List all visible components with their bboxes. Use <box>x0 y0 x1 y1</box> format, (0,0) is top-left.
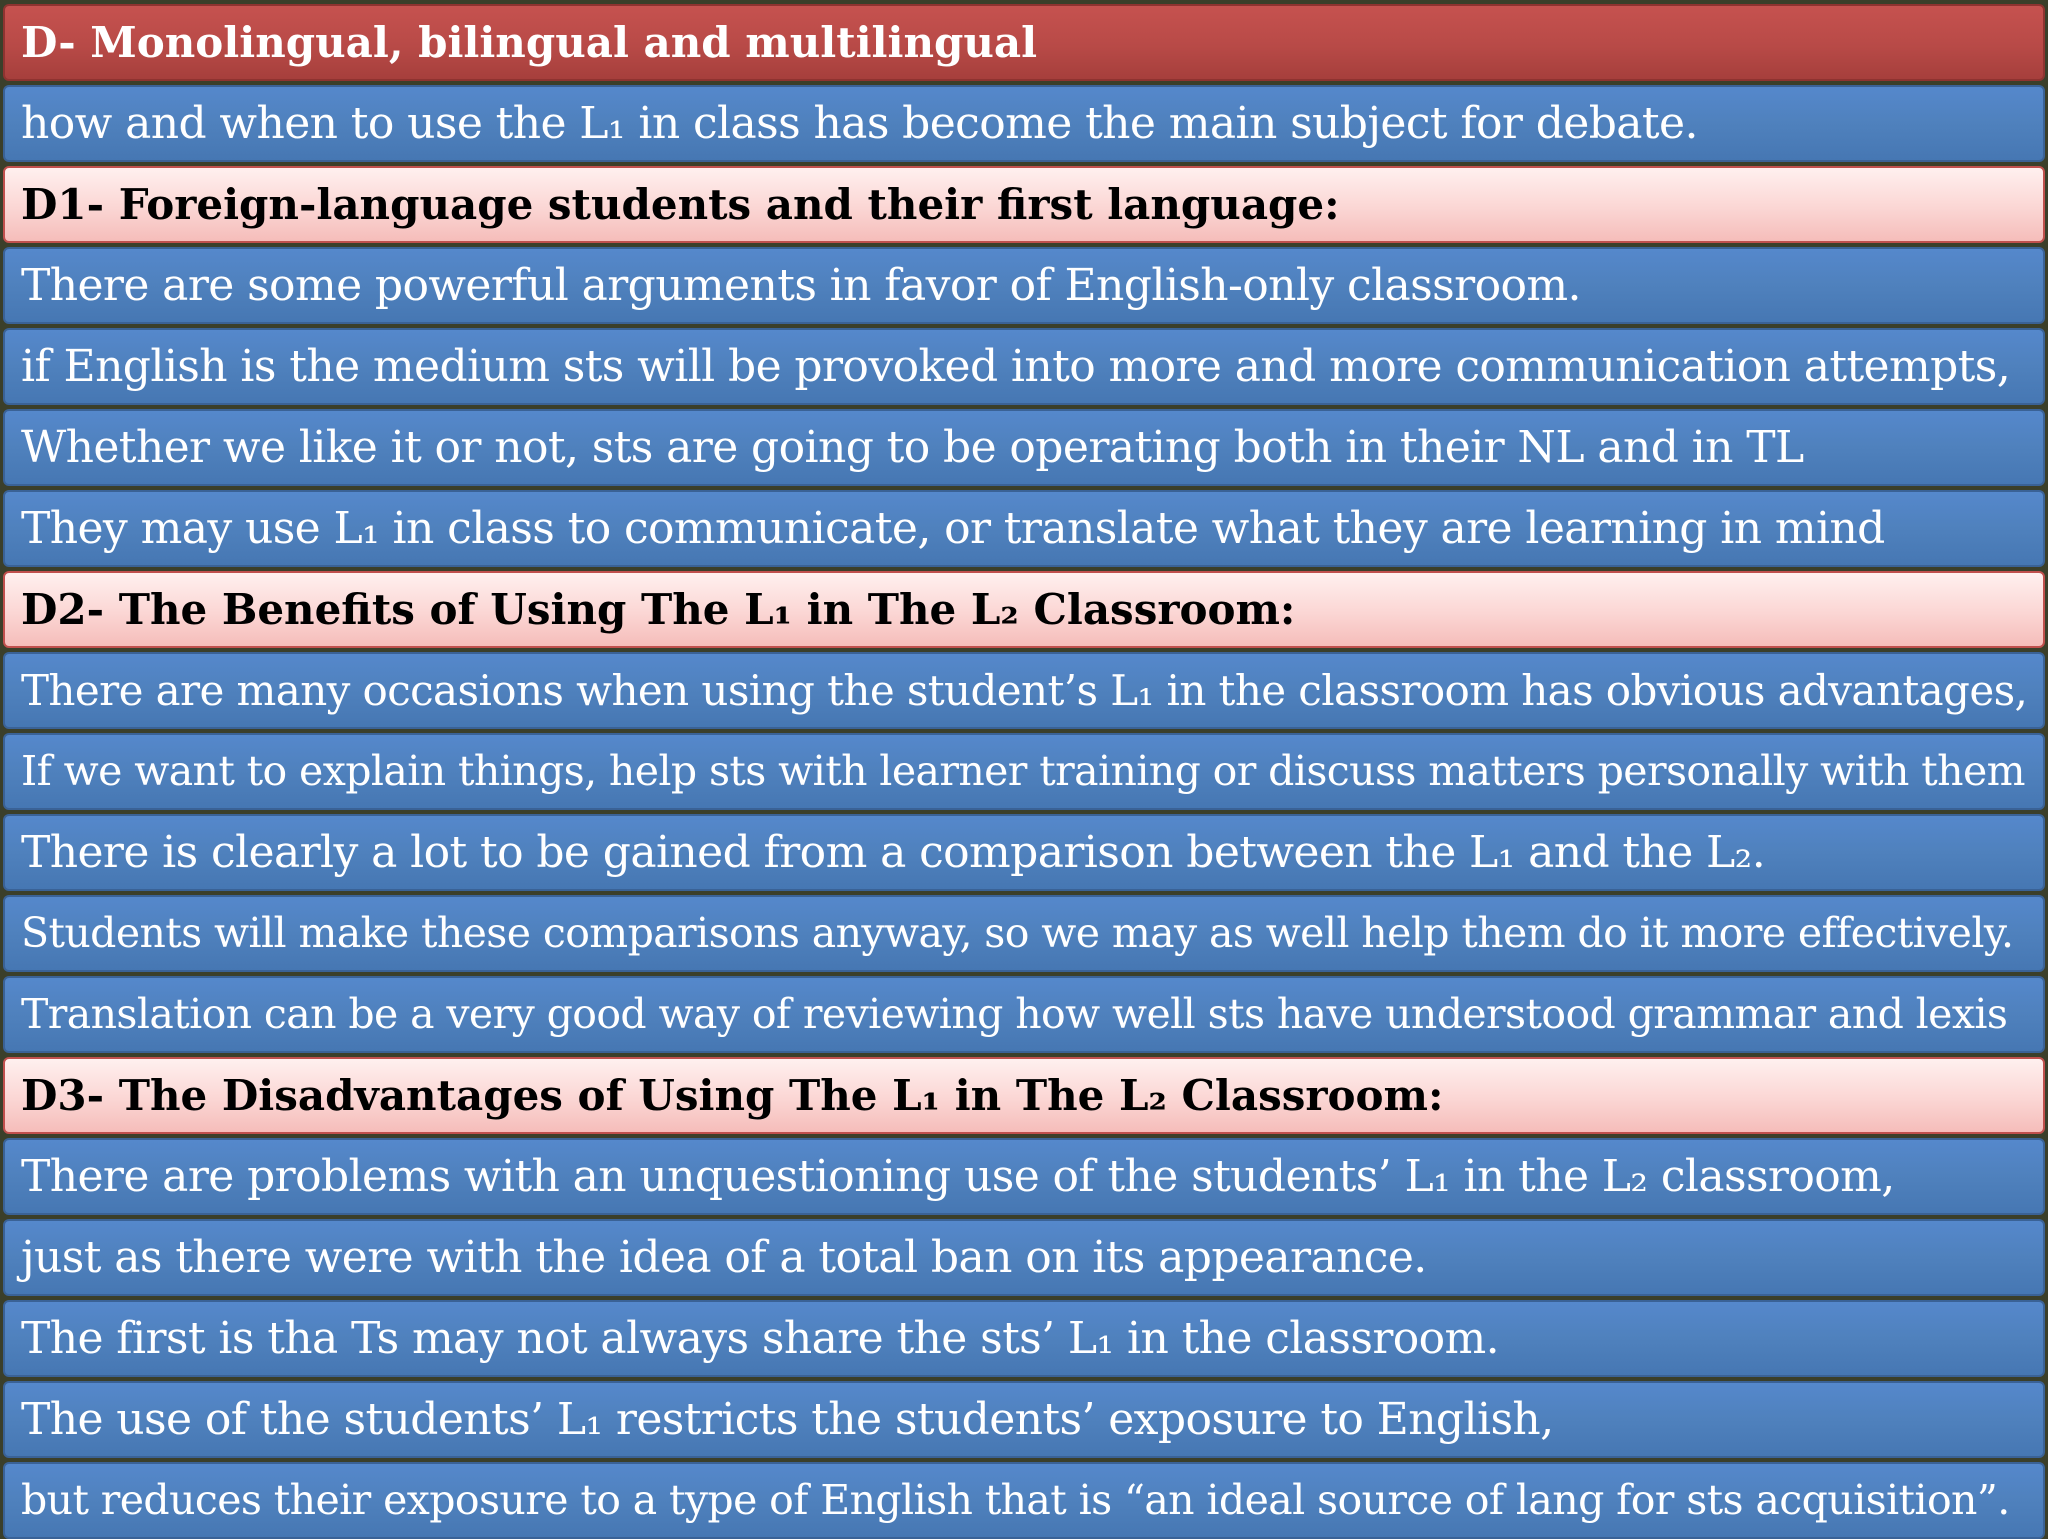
row-text: D- Monolingual, bilingual and multilingual <box>21 17 1038 67</box>
row-text: Students will make these comparisons anyway, so we may as well help them do it more effectively. <box>21 909 2014 957</box>
row-text: There is clearly a lot to be gained from a comparison between the L₁ and the L₂. <box>21 826 1766 878</box>
row-text: how and when to use the L₁ in class has become the main subject for debate. <box>21 97 1698 149</box>
bullet-line <box>3 490 2045 567</box>
row-text: There are problems with an unquestioning use of the students’ L₁ in the L₂ classroom, <box>21 1150 1895 1202</box>
row-text: There are some powerful arguments in favor of English-only classroom. <box>21 259 1581 311</box>
section-title-d <box>3 4 2045 81</box>
bullet-line <box>3 976 2045 1053</box>
row-text: There are many occasions when using the student’s L₁ in the classroom has obvious advantages, <box>21 665 2028 715</box>
bullet-line <box>3 328 2045 405</box>
row-text: just as there were with the idea of a total ban on its appearance. <box>21 1231 1427 1283</box>
bullet-line <box>3 409 2045 486</box>
row-text: Translation can be a very good way of reviewing how well sts have understood grammar and lexis <box>21 990 2008 1038</box>
bullet-line <box>3 1219 2045 1296</box>
row-text: They may use L₁ in class to communicate, or translate what they are learning in mind <box>21 502 1885 554</box>
section-heading-d2 <box>3 571 2045 648</box>
row-text: D3- The Disadvantages of Using The L₁ in The L₂ Classroom: <box>21 1070 1444 1120</box>
bullet-line <box>3 1381 2045 1458</box>
row-text: but reduces their exposure to a type of English that is “an ideal source of lang for sts acquisition”. <box>21 1476 2010 1524</box>
section-heading-d1 <box>3 166 2045 243</box>
section-heading-d3 <box>3 1057 2045 1134</box>
row-text: D2- The Benefits of Using The L₁ in The L₂ Classroom: <box>21 584 1296 634</box>
bullet-line <box>3 247 2045 324</box>
bullet-line <box>3 733 2045 810</box>
row-text: The first is tha Ts may not always share the sts’ L₁ in the classroom. <box>21 1312 1500 1364</box>
bullet-line <box>3 652 2045 729</box>
bullet-line <box>3 1462 2045 1539</box>
bullet-line <box>3 85 2045 162</box>
row-text: D1- Foreign-language students and their first language: <box>21 179 1340 229</box>
bullet-line <box>3 814 2045 891</box>
row-text: if English is the medium sts will be provoked into more and more communication attempts, <box>21 340 2011 392</box>
row-text: The use of the students’ L₁ restricts the students’ exposure to English, <box>21 1393 1554 1445</box>
bullet-line <box>3 1300 2045 1377</box>
row-text: Whether we like it or not, sts are going to be operating both in their NL and in TL <box>21 421 1804 473</box>
bullet-line <box>3 1138 2045 1215</box>
row-text: If we want to explain things, help sts with learner training or discuss matters personally with them <box>21 747 2025 795</box>
bullet-line <box>3 895 2045 972</box>
